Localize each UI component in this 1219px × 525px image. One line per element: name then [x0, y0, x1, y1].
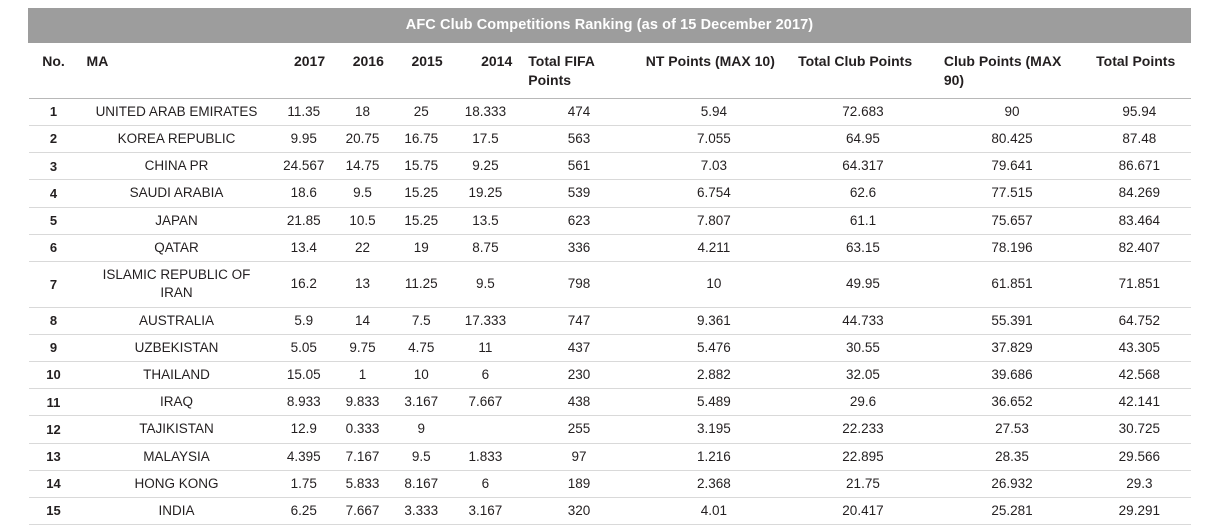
cell-2016: 18 — [333, 98, 392, 125]
cell-2015: 11.25 — [392, 262, 451, 307]
ranking-table — [28, 8, 1191, 525]
table-row — [29, 389, 1191, 416]
cell-nt-points: 4.211 — [638, 234, 790, 261]
cell-nt-points: 9.361 — [638, 307, 790, 334]
cell-total-club-points: 72.683 — [790, 98, 936, 125]
cell-total-club-points: 30.55 — [790, 334, 936, 361]
cell-nt-points: 7.055 — [638, 126, 790, 153]
cell-2015: 9.5 — [392, 443, 451, 470]
cell-ma: HONG KONG — [79, 470, 275, 497]
cell-total-club-points: 64.95 — [790, 126, 936, 153]
table-row — [29, 98, 1191, 125]
cell-2016: 13 — [333, 262, 392, 307]
cell-total-fifa-points: 97 — [520, 443, 638, 470]
cell-total-points: 29.291 — [1088, 498, 1190, 525]
cell-2015: 7.5 — [392, 307, 451, 334]
cell-total-fifa-points: 798 — [520, 262, 638, 307]
cell-2016: 7.167 — [333, 443, 392, 470]
cell-ma: ISLAMIC REPUBLIC OF IRAN — [79, 262, 275, 307]
cell-no: 12 — [29, 416, 79, 443]
cell-2017: 9.95 — [274, 126, 333, 153]
cell-nt-points: 2.882 — [638, 361, 790, 388]
cell-club-points: 55.391 — [936, 307, 1088, 334]
table-row — [29, 207, 1191, 234]
cell-total-fifa-points: 255 — [520, 416, 638, 443]
cell-2015: 3.167 — [392, 389, 451, 416]
cell-total-club-points: 62.6 — [790, 180, 936, 207]
cell-no: 15 — [29, 498, 79, 525]
cell-no: 14 — [29, 470, 79, 497]
cell-total-points: 42.568 — [1088, 361, 1190, 388]
cell-ma: SAUDI ARABIA — [79, 180, 275, 207]
cell-no: 10 — [29, 361, 79, 388]
cell-2015: 9 — [392, 416, 451, 443]
cell-total-club-points: 63.15 — [790, 234, 936, 261]
cell-nt-points: 3.195 — [638, 416, 790, 443]
cell-nt-points: 4.01 — [638, 498, 790, 525]
cell-2016: 9.833 — [333, 389, 392, 416]
cell-ma: AUSTRALIA — [79, 307, 275, 334]
cell-nt-points: 1.216 — [638, 443, 790, 470]
cell-2017: 24.567 — [274, 153, 333, 180]
cell-2015: 19 — [392, 234, 451, 261]
cell-2016: 20.75 — [333, 126, 392, 153]
cell-total-club-points: 61.1 — [790, 207, 936, 234]
cell-club-points: 27.53 — [936, 416, 1088, 443]
cell-2014: 11 — [451, 334, 521, 361]
cell-total-points: 82.407 — [1088, 234, 1190, 261]
cell-total-club-points: 22.233 — [790, 416, 936, 443]
cell-total-fifa-points: 320 — [520, 498, 638, 525]
cell-no: 9 — [29, 334, 79, 361]
cell-total-fifa-points: 438 — [520, 389, 638, 416]
cell-nt-points: 7.03 — [638, 153, 790, 180]
table-title-row — [29, 9, 1191, 43]
cell-no: 3 — [29, 153, 79, 180]
cell-total-club-points: 49.95 — [790, 262, 936, 307]
cell-2017: 5.05 — [274, 334, 333, 361]
cell-ma: MALAYSIA — [79, 443, 275, 470]
cell-2016: 14.75 — [333, 153, 392, 180]
cell-total-fifa-points: 336 — [520, 234, 638, 261]
table-body — [29, 98, 1191, 525]
cell-2017: 8.933 — [274, 389, 333, 416]
cell-ma: CHINA PR — [79, 153, 275, 180]
cell-total-points: 95.94 — [1088, 98, 1190, 125]
cell-club-points: 28.35 — [936, 443, 1088, 470]
table-row — [29, 470, 1191, 497]
cell-2014: 19.25 — [451, 180, 521, 207]
cell-2014: 13.5 — [451, 207, 521, 234]
cell-2014: 17.333 — [451, 307, 521, 334]
cell-no: 13 — [29, 443, 79, 470]
table-row — [29, 443, 1191, 470]
cell-2014 — [451, 416, 521, 443]
cell-2015: 8.167 — [392, 470, 451, 497]
table-row — [29, 416, 1191, 443]
cell-2016: 5.833 — [333, 470, 392, 497]
cell-2015: 4.75 — [392, 334, 451, 361]
cell-club-points: 75.657 — [936, 207, 1088, 234]
table-header-row — [29, 43, 1191, 99]
cell-2017: 6.25 — [274, 498, 333, 525]
cell-total-points: 84.269 — [1088, 180, 1190, 207]
cell-2014: 17.5 — [451, 126, 521, 153]
cell-total-points: 29.566 — [1088, 443, 1190, 470]
cell-ma: JAPAN — [79, 207, 275, 234]
cell-total-fifa-points: 437 — [520, 334, 638, 361]
cell-club-points: 39.686 — [936, 361, 1088, 388]
cell-no: 1 — [29, 98, 79, 125]
cell-club-points: 25.281 — [936, 498, 1088, 525]
cell-2016: 7.667 — [333, 498, 392, 525]
table-title: AFC Club Competitions Ranking (as of 15 December 2017) — [29, 9, 1191, 43]
table-row — [29, 153, 1191, 180]
cell-2016: 9.75 — [333, 334, 392, 361]
cell-total-points: 86.671 — [1088, 153, 1190, 180]
cell-2017: 5.9 — [274, 307, 333, 334]
cell-club-points: 77.515 — [936, 180, 1088, 207]
cell-club-points: 37.829 — [936, 334, 1088, 361]
cell-total-points: 64.752 — [1088, 307, 1190, 334]
cell-2014: 3.167 — [451, 498, 521, 525]
cell-ma: THAILAND — [79, 361, 275, 388]
cell-no: 5 — [29, 207, 79, 234]
cell-nt-points: 6.754 — [638, 180, 790, 207]
cell-ma: IRAQ — [79, 389, 275, 416]
table-row — [29, 334, 1191, 361]
table-row — [29, 307, 1191, 334]
cell-2016: 1 — [333, 361, 392, 388]
header-no: No. — [29, 43, 79, 99]
cell-no: 11 — [29, 389, 79, 416]
cell-club-points: 79.641 — [936, 153, 1088, 180]
cell-nt-points: 7.807 — [638, 207, 790, 234]
cell-2015: 3.333 — [392, 498, 451, 525]
cell-2016: 9.5 — [333, 180, 392, 207]
cell-2014: 8.75 — [451, 234, 521, 261]
cell-total-fifa-points: 623 — [520, 207, 638, 234]
cell-2015: 16.75 — [392, 126, 451, 153]
cell-2015: 25 — [392, 98, 451, 125]
cell-total-fifa-points: 747 — [520, 307, 638, 334]
cell-total-club-points: 20.417 — [790, 498, 936, 525]
cell-club-points: 61.851 — [936, 262, 1088, 307]
cell-2016: 0.333 — [333, 416, 392, 443]
cell-2014: 9.25 — [451, 153, 521, 180]
cell-2015: 15.25 — [392, 207, 451, 234]
cell-2016: 14 — [333, 307, 392, 334]
cell-no: 6 — [29, 234, 79, 261]
cell-2017: 15.05 — [274, 361, 333, 388]
cell-club-points: 36.652 — [936, 389, 1088, 416]
header-total-points: Total Points — [1088, 43, 1190, 99]
table-row — [29, 126, 1191, 153]
table-row — [29, 262, 1191, 307]
header-ma: MA — [79, 43, 275, 99]
cell-ma: UZBEKISTAN — [79, 334, 275, 361]
cell-2017: 4.395 — [274, 443, 333, 470]
cell-total-points: 87.48 — [1088, 126, 1190, 153]
cell-nt-points: 10 — [638, 262, 790, 307]
header-total-fifa-points: Total FIFA Points — [520, 43, 638, 99]
cell-total-fifa-points: 230 — [520, 361, 638, 388]
cell-2014: 6 — [451, 361, 521, 388]
cell-total-points: 30.725 — [1088, 416, 1190, 443]
cell-2017: 18.6 — [274, 180, 333, 207]
cell-2014: 7.667 — [451, 389, 521, 416]
cell-2017: 13.4 — [274, 234, 333, 261]
cell-2015: 10 — [392, 361, 451, 388]
cell-2017: 11.35 — [274, 98, 333, 125]
cell-total-points: 71.851 — [1088, 262, 1190, 307]
cell-ma: QATAR — [79, 234, 275, 261]
cell-ma: KOREA REPUBLIC — [79, 126, 275, 153]
cell-total-fifa-points: 561 — [520, 153, 638, 180]
cell-no: 2 — [29, 126, 79, 153]
cell-no: 4 — [29, 180, 79, 207]
cell-2017: 1.75 — [274, 470, 333, 497]
header-club-points: Club Points (MAX 90) — [936, 43, 1088, 99]
header-2014: 2014 — [451, 43, 521, 99]
cell-total-points: 43.305 — [1088, 334, 1190, 361]
cell-2017: 12.9 — [274, 416, 333, 443]
cell-no: 8 — [29, 307, 79, 334]
table-row — [29, 361, 1191, 388]
cell-2015: 15.75 — [392, 153, 451, 180]
cell-ma: UNITED ARAB EMIRATES — [79, 98, 275, 125]
cell-ma: INDIA — [79, 498, 275, 525]
cell-ma: TAJIKISTAN — [79, 416, 275, 443]
cell-nt-points: 5.489 — [638, 389, 790, 416]
cell-2014: 6 — [451, 470, 521, 497]
cell-club-points: 90 — [936, 98, 1088, 125]
cell-2015: 15.25 — [392, 180, 451, 207]
header-2017: 2017 — [274, 43, 333, 99]
cell-total-points: 29.3 — [1088, 470, 1190, 497]
cell-2014: 9.5 — [451, 262, 521, 307]
cell-2014: 1.833 — [451, 443, 521, 470]
cell-total-club-points: 44.733 — [790, 307, 936, 334]
cell-total-club-points: 32.05 — [790, 361, 936, 388]
header-total-club-points: Total Club Points — [790, 43, 936, 99]
cell-2016: 22 — [333, 234, 392, 261]
cell-club-points: 80.425 — [936, 126, 1088, 153]
cell-total-fifa-points: 563 — [520, 126, 638, 153]
cell-total-fifa-points: 474 — [520, 98, 638, 125]
cell-nt-points: 2.368 — [638, 470, 790, 497]
cell-total-fifa-points: 189 — [520, 470, 638, 497]
cell-total-fifa-points: 539 — [520, 180, 638, 207]
cell-total-club-points: 64.317 — [790, 153, 936, 180]
cell-total-points: 42.141 — [1088, 389, 1190, 416]
cell-2017: 21.85 — [274, 207, 333, 234]
cell-no: 7 — [29, 262, 79, 307]
table-row — [29, 498, 1191, 525]
cell-2014: 18.333 — [451, 98, 521, 125]
cell-nt-points: 5.476 — [638, 334, 790, 361]
cell-club-points: 78.196 — [936, 234, 1088, 261]
header-nt-points: NT Points (MAX 10) — [638, 43, 790, 99]
cell-total-club-points: 21.75 — [790, 470, 936, 497]
cell-total-points: 83.464 — [1088, 207, 1190, 234]
cell-club-points: 26.932 — [936, 470, 1088, 497]
cell-2017: 16.2 — [274, 262, 333, 307]
cell-total-club-points: 22.895 — [790, 443, 936, 470]
cell-2016: 10.5 — [333, 207, 392, 234]
header-2016: 2016 — [333, 43, 392, 99]
cell-total-club-points: 29.6 — [790, 389, 936, 416]
table-row — [29, 180, 1191, 207]
header-2015: 2015 — [392, 43, 451, 99]
cell-nt-points: 5.94 — [638, 98, 790, 125]
table-row — [29, 234, 1191, 261]
